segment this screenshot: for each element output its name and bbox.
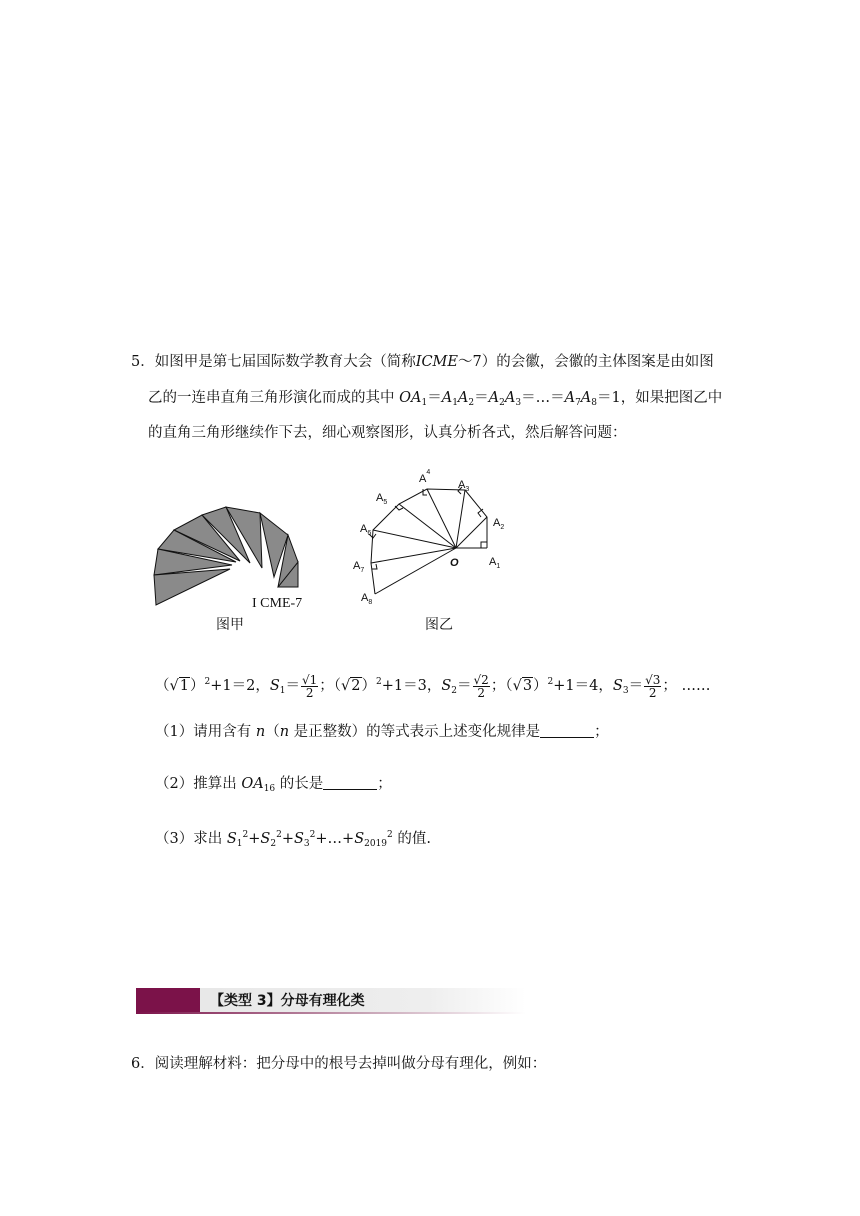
caption-left: 图甲 (216, 617, 244, 633)
problem5-line1: 5．如图甲是第七届国际数学教育大会（简称ICME～7）的会徽，会徽的主体图案是由如图 (131, 354, 714, 370)
label-O: O (450, 557, 459, 569)
question-1: （1）请用含有 n（n 是正整数）的等式表示上述变化规律是 ； (155, 724, 609, 740)
icme-logo-figure (150, 505, 310, 610)
label-A4: $A^4$ (419, 469, 431, 485)
section-header-accent (136, 988, 200, 1014)
formula-ellipsis: …… (681, 678, 711, 694)
section-title: 【类型 3】分母有理化类 (210, 993, 365, 1009)
spiral-triangles-figure (345, 468, 515, 608)
label-A3: $A_3$ (458, 479, 470, 493)
problem5-line2: 乙的一连串直角三角形演化而成的其中 $OA_1=A_1A_2=A_2A_3=\dots=A_7A_8=1$，如果把图乙中 (148, 390, 723, 408)
section-header (136, 988, 526, 1014)
label-A5: $A_5$ (376, 492, 388, 506)
logo-triangle-9 (154, 569, 230, 605)
label-A7: $A_7$ (353, 560, 365, 574)
answer-blank-2[interactable] (323, 775, 377, 790)
question-2: （2）推算出 $OA_{16}$ 的长是 ； (155, 776, 392, 794)
answer-blank-1[interactable] (540, 723, 594, 738)
problem6-line1: 6．阅读理解材料：把分母中的根号去掉叫做分母有理化，例如： (131, 1056, 547, 1072)
caption-right: 图乙 (425, 617, 453, 633)
label-A6: $A_6$ (360, 523, 372, 537)
problem5-line3: 的直角三角形继续作下去，细心观察图形，认真分析各式，然后解答问题： (148, 425, 627, 441)
label-A2: $A_2$ (493, 517, 505, 531)
question-3: （3）求出 $S_1^2+S_2^2+S_3^2+\dots+S_{2019}^2$ 的值. (155, 830, 431, 849)
logo-text: I CME-7 (252, 596, 303, 611)
label-A8: $A_8$ (361, 592, 373, 606)
problem5-number: 5． (131, 354, 155, 370)
label-A1: $A_1$ (489, 556, 501, 570)
formula-line: $(√1)^2+1=2$，$S_1=$ $\frac{√1}{2}$ ；$(√2)^2+1=3$，$S_2=$ $\frac{√2}{2}$ ；$(√3)^2+1=4$，$S_3=$ $\frac{√3}{2}$ ； …… (155, 672, 711, 700)
